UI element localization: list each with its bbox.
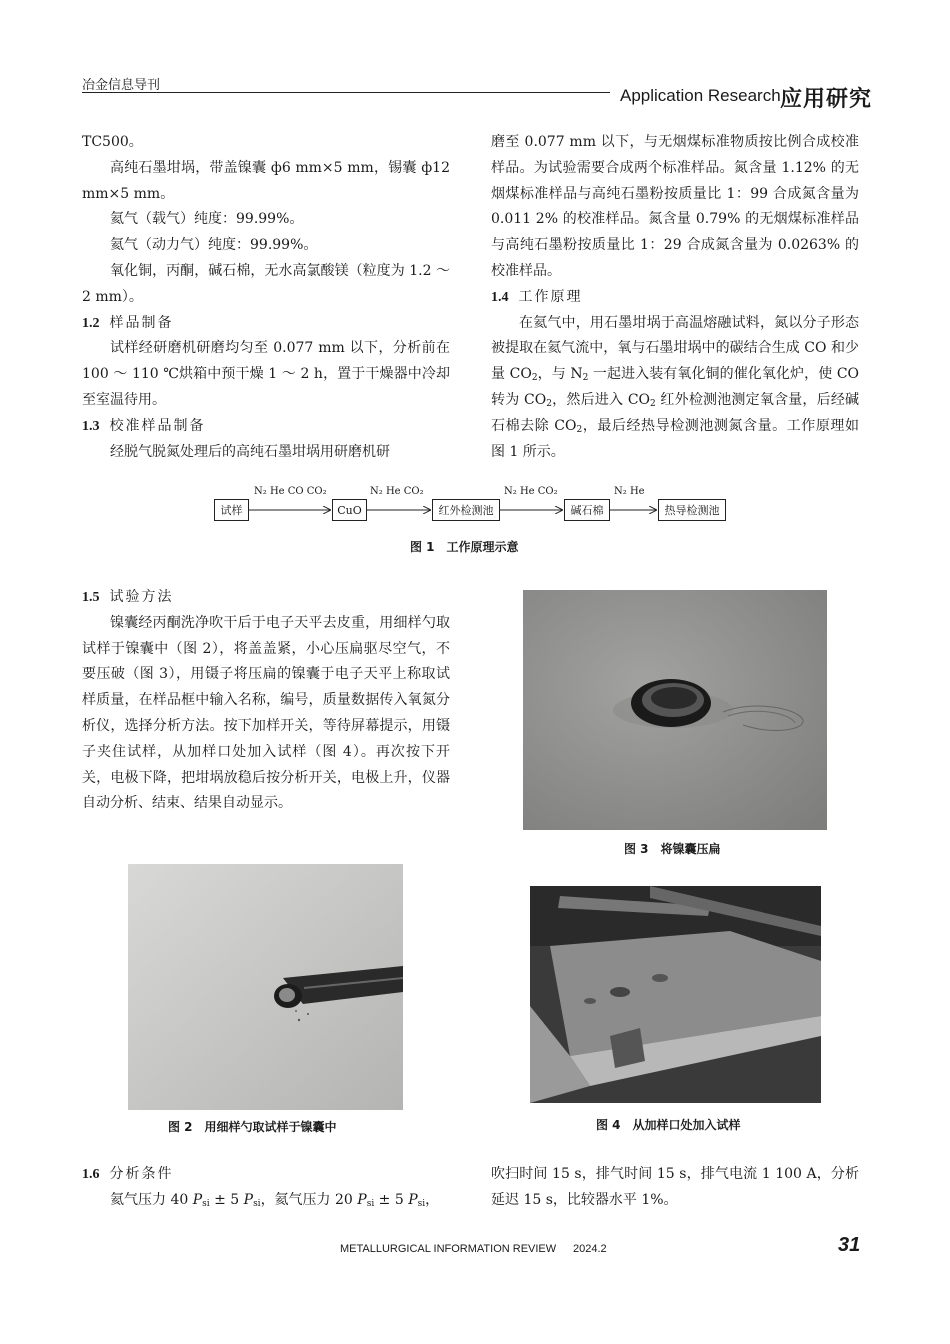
footer-journal-en: METALLURGICAL INFORMATION REVIEW (340, 1243, 557, 1255)
page-number: 31 (838, 1234, 861, 1256)
left-column-bottom (82, 1162, 450, 1214)
paragraph-sample-prep: 试样经研磨机研磨均匀至 0.077 mm 以下，分析前在 100 ～ 110 ℃烘箱中预干燥 1 ～ 2 h，置于干燥器中冷却至室温待用。 (82, 340, 450, 408)
figure-3-caption: 图 3 将镍囊压扁 (624, 842, 721, 856)
paragraph-calibration-start: 经脱气脱氮处理后的高纯石墨坩埚用研磨机研 (110, 443, 390, 460)
figure-4-photo (530, 886, 821, 1103)
journal-name: 冶金信息导刊 (82, 78, 161, 93)
flow-label-4: N₂ He (614, 486, 645, 497)
figure-1-caption: 图 1 工作原理示意 (410, 540, 519, 554)
figure-4-caption: 图 4 从加样口处加入试样 (596, 1118, 741, 1132)
flow-box-tc-cell: 热导检测池 (658, 499, 726, 521)
flow-box-cuo: CuO (332, 499, 367, 521)
section-heading-1-6: 1.6 分析条件 (82, 1166, 174, 1182)
paragraph-analysis-conditions-cont: 吹扫时间 15 s，排气时间 15 s，排气电流 1 100 A，分析延迟 15 s，比较器水平 1%。 (491, 1166, 859, 1208)
paragraph-analysis-conditions: 氦气压力 40 $P_{si} \pm 5$ $P_{si}$，氦气压力 20 $P_{si} \pm 5$ $P_{si}$， (110, 1191, 440, 1209)
header-rule (82, 92, 610, 93)
figure-3-photo (523, 590, 827, 830)
right-column-bottom (491, 1162, 859, 1214)
flow-label-3: N₂ He CO₂ (504, 486, 558, 497)
section-label-en: Application Research (620, 86, 781, 105)
paragraph-crucible: 高纯石墨坩埚，带盖镍囊 ф6 mm×5 mm，锡囊 ф12 mm×5 mm。 (82, 159, 450, 202)
paragraph-instrument-end: TC500。 (82, 134, 143, 150)
section-heading-1-3: 1.3 校准样品制备 (82, 417, 206, 434)
flow-label-2: N₂ He CO₂ (370, 486, 424, 497)
footer-date: 2024.2 (573, 1243, 607, 1255)
flow-box-sample: 试样 (214, 499, 249, 521)
flow-box-ascarite: 碱石棉 (564, 499, 610, 521)
paragraph-power-gas: 氦气（动力气）纯度：99.99%。 (110, 237, 318, 254)
left-column-top (82, 130, 450, 465)
flow-box-ir-cell: 红外检测池 (432, 499, 500, 521)
paragraph-reagents: 氧化铜，丙酮，碱石棉，无水高氯酸镁（粒度为 1.2 ～ 2 mm）。 (82, 262, 450, 305)
paragraph-test-method: 镍囊经丙酮洗净吹干后于电子天平去皮重，用细样勺取试样于镍囊中（图 2），将盖盖紧，小心压扁驱尽空气，不要压破（图 3），用镊子将压扁的镍囊于电子天平上称取试样质量，在样品框中输入名称，编号，质量数据传入氧氮分析仪，选择分析方法。按下加样开关，等待屏幕提示，用镊子夹住试样，从加样口处加入试样（图 4）。再次按下开关，电极下降，把坩埚放稳后按分析开关，电极上升，仪器自动分析、结束、结果自动显示。 (82, 614, 450, 812)
figure-4-image (530, 886, 821, 1103)
right-column-top (491, 130, 859, 465)
figure-2-photo (128, 864, 403, 1110)
section-heading-1-4: 1.4 工作原理 (491, 288, 583, 305)
figure-1-flow-diagram (0, 486, 950, 530)
paragraph-calibration-cont: 磨至 0.077 mm 以下，与无烟煤标准物质按比例合成校准样品。为试验需要合成两个标准样品。氮含量 1.12% 的无烟煤标准样品与高纯石墨粉按质量比 1：99 合成氮含量为 0.011 2% 的校准样品。氮含量 0.79% 的无烟煤标准样品与高纯石墨粉按质量比 1：29 合成氮含量为 0.0263% 的校准样品。 (491, 134, 859, 279)
section-label-zh: 应用研究 (780, 87, 873, 112)
paragraph-carrier-gas: 氦气（载气）纯度：99.99%。 (110, 211, 304, 228)
figure-2-image (128, 864, 403, 1110)
flow-label-1: N₂ He CO CO₂ (254, 486, 327, 497)
figure-2-caption: 图 2 用细样勺取试样于镍囊中 (168, 1120, 337, 1134)
paragraph-working-principle: 在氦气中，用石墨坩埚于高温熔融试料，氮以分子形态被提取在氦气流中，氧与石墨坩埚中的碳结合生成 CO 和少量 $CO_2$，与 $N_2$ 一起进入装有氧化铜的催化氧化炉，使 CO 转为 $CO_2$，然后进入 $CO_2$ 红外检测池测定氧含量，后经碱石棉去除 $CO_2$，最后经热导检测池测氮含量。工作原理如图 1 所示。 (491, 314, 860, 460)
figure-3-image (523, 590, 827, 830)
section-heading-1-5: 1.5 试验方法 (82, 589, 174, 605)
left-column-middle (82, 585, 450, 817)
section-heading-1-2: 1.2 样品制备 (82, 314, 174, 331)
